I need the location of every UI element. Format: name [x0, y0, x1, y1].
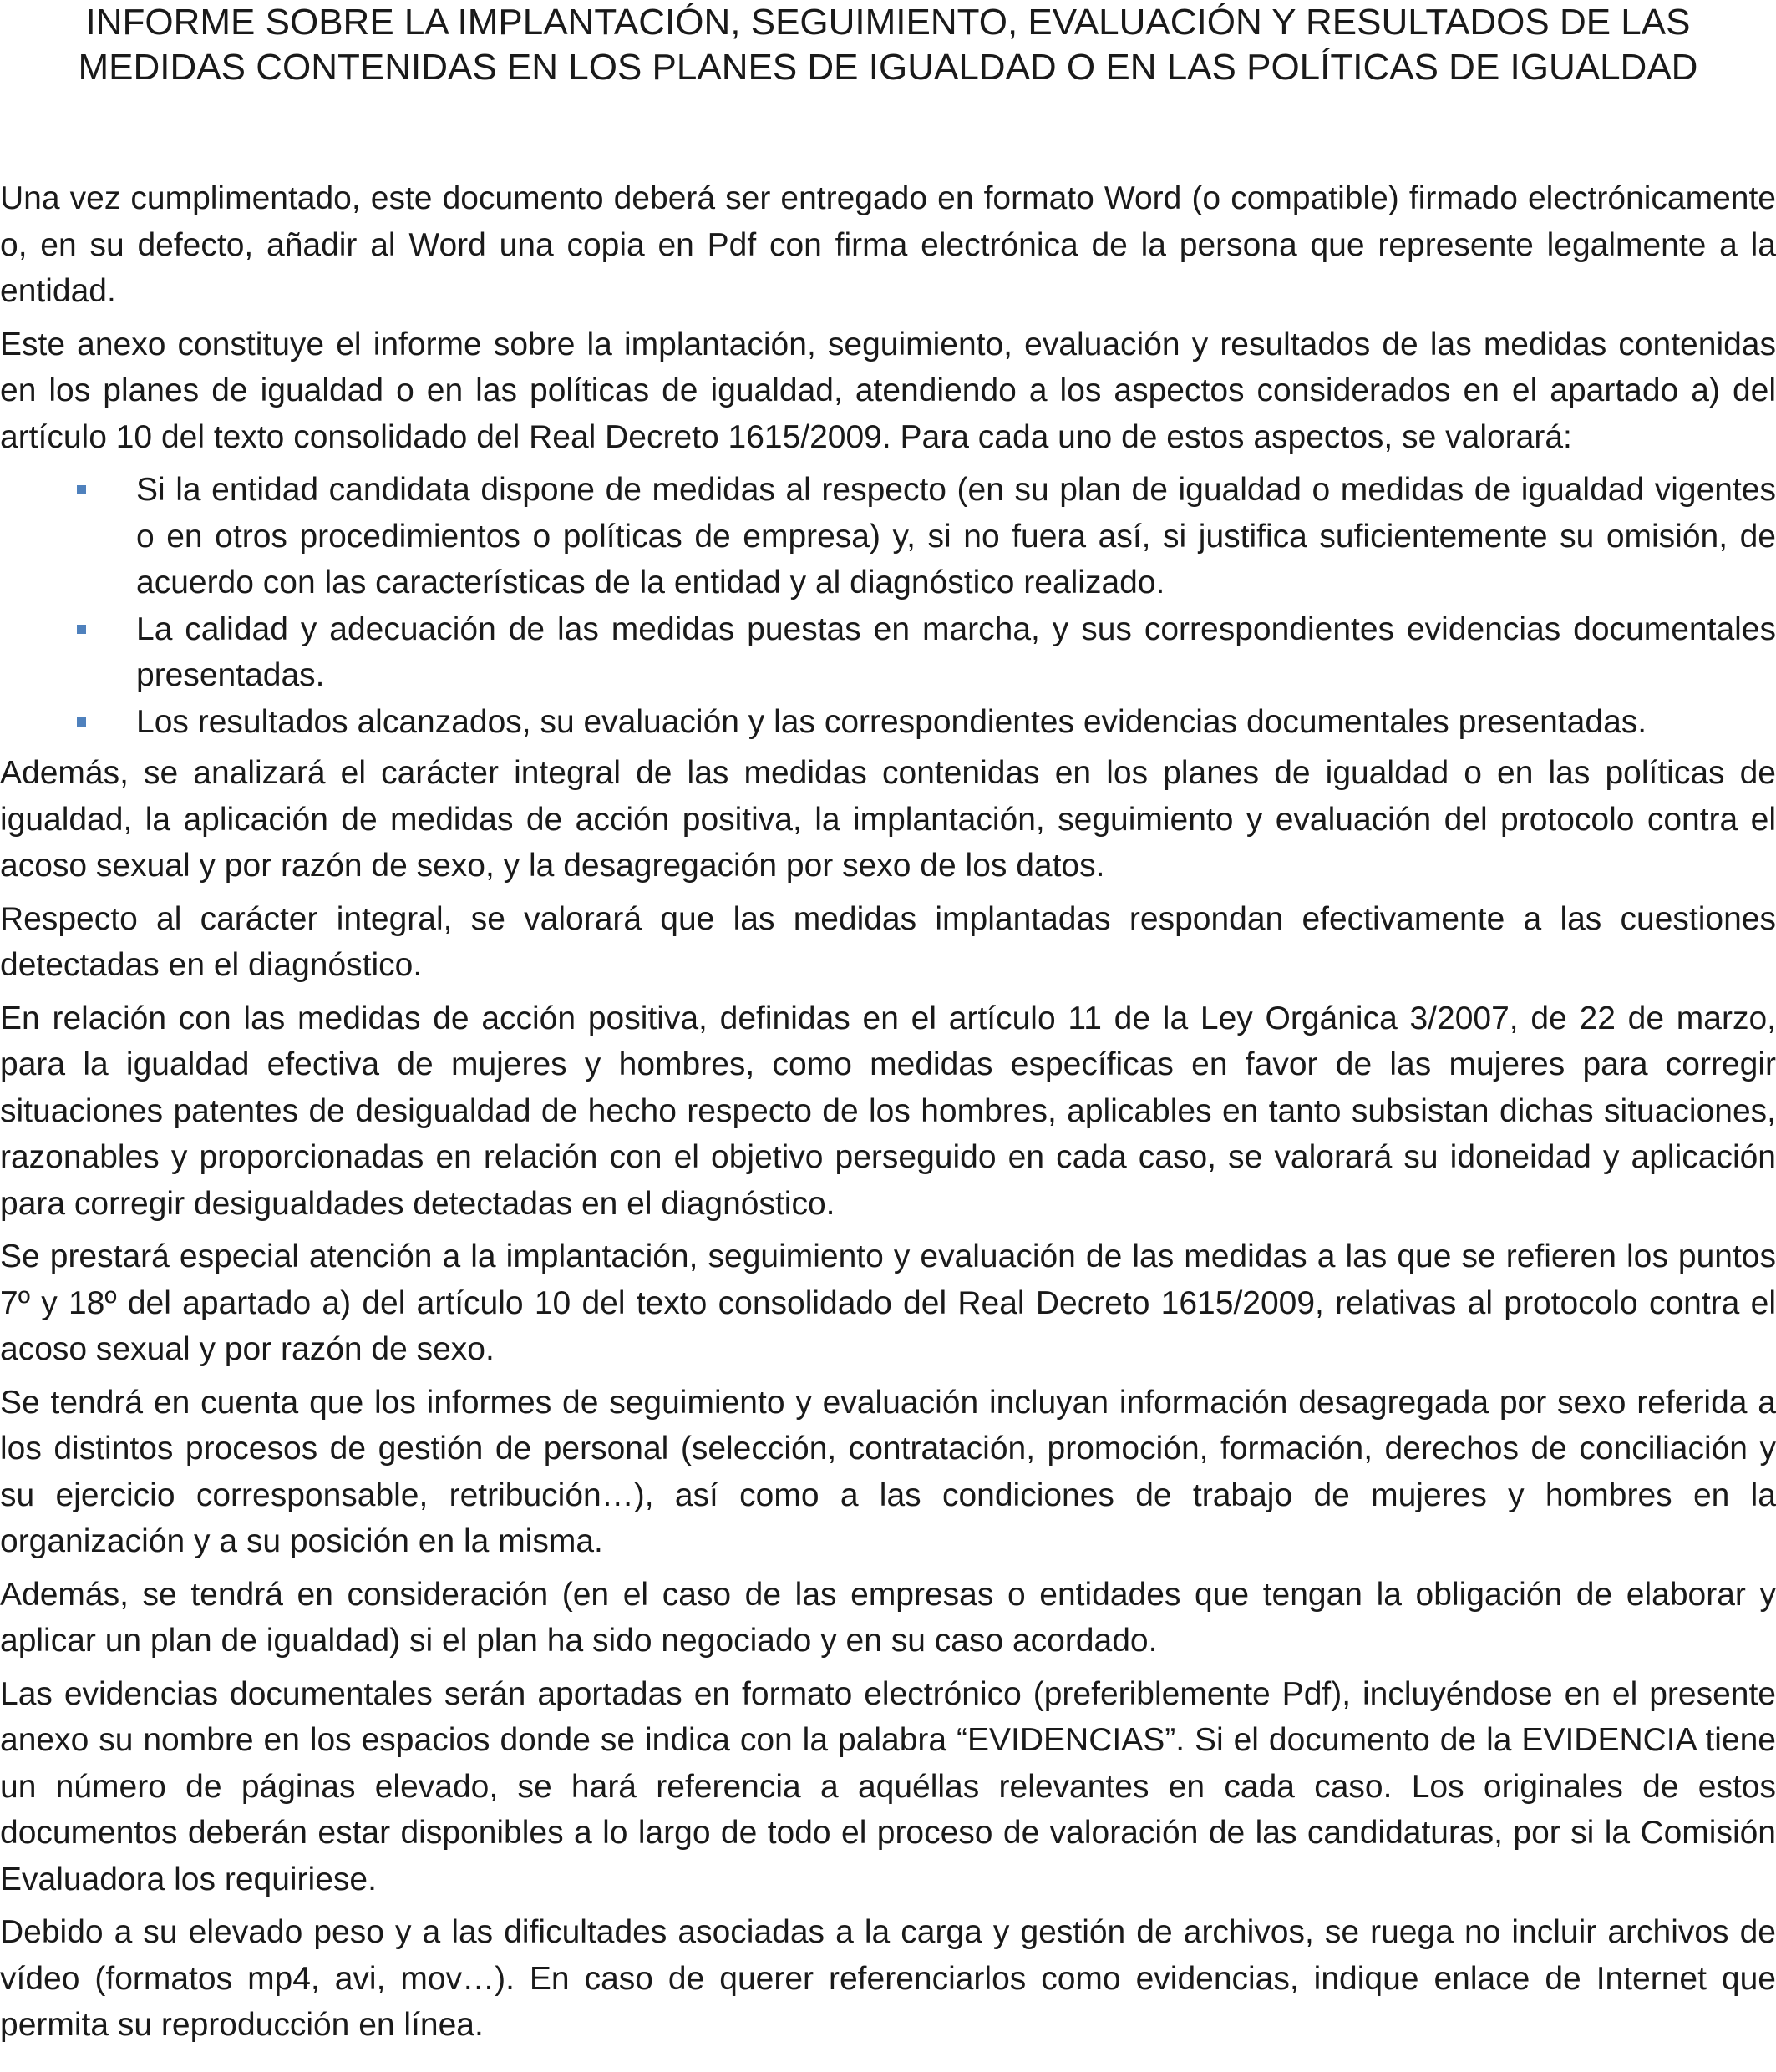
- paragraph-video-files: Debido a su elevado peso y a las dificultades asociadas a la carga y gestión de archivos, se ruega no incluir archivos de vídeo (formatos mp4, avi, mov…). En caso de querer referenciarlos como evidencias, indique enlace de Internet que permita su reproducción en línea.: [0, 1914, 1776, 2043]
- square-bullet-icon: [77, 485, 86, 494]
- paragraph-harassment-protocol: Se prestará especial atención a la implantación, seguimiento y evaluación de las medidas a las que se refieren los puntos 7º y 18º del apartado a) del artículo 10 del texto consolidado del Real Decreto 1615/2009, relativas al protocolo contra el acoso sexual y por razón de sexo.: [0, 1239, 1776, 1367]
- paragraph-positive-action: En relación con las medidas de acción positiva, definidas en el artículo 11 de la Ley Orgánica 3/2007, de 22 de marzo, para la igualdad efectiva de mujeres y hombres, como medidas específicas en favor de las mujeres para corregir situaciones patentes de desigualdad de hecho respecto de los hombres, aplicables en tanto subsistan dichas situaciones, razonables y proporcionadas en relación con el objetivo perseguido en cada caso, se valorará su idoneidad y aplicación para corregir desigualdades detectadas en el diagnóstico.: [0, 1000, 1776, 1222]
- document-title: [42, 0, 1734, 90]
- title-line-1: INFORME SOBRE LA IMPLANTACIÓN, SEGUIMIENTO, EVALUACIÓN Y RESULTADOS DE LAS: [85, 2, 1691, 43]
- list-item: [0, 467, 1776, 606]
- paragraph-integral-analysis: Además, se analizará el carácter integral de las medidas contenidas en los planes de igualdad o en las políticas de igualdad, la aplicación de medidas de acción positiva, la implantación, seguimiento y evaluación del protocolo contra el acoso sexual y por razón de sexo, y la desagregación por sexo de los datos.: [0, 755, 1776, 884]
- paragraph-delivery-instructions: Una vez cumplimentado, este documento deberá ser entregado en formato Word (o compatible) firmado electrónicamente o, en su defecto, añadir al Word una copia en Pdf con firma electrónica de la persona que represente legalmente a la entidad.: [0, 180, 1776, 309]
- paragraph-evidence-format: Las evidencias documentales serán aportadas en formato electrónico (preferiblemente Pdf), incluyéndose en el presente anexo su nombre en los espacios donde se indica con la palabra “EVIDENCIAS”. Si el documento de la EVIDENCIA tiene un número de páginas elevado, se hará referencia a aquéllas relevantes en cada caso. Los originales de estos documentos deberán estar disponibles a lo largo de todo el proceso de valoración de las candidaturas, por si la Comisión Evaluadora los requiriese.: [0, 1675, 1776, 1897]
- list-item-text: Los resultados alcanzados, su evaluación y las correspondientes evidencias documentales presentadas.: [136, 703, 1647, 740]
- square-bullet-icon: [77, 717, 86, 727]
- evaluation-criteria-list: [0, 467, 1776, 745]
- paragraph-plan-negotiation: Además, se tendrá en consideración (en el caso de las empresas o entidades que tengan la obligación de elaborar y aplicar un plan de igualdad) si el plan ha sido negociado y en su caso acordado.: [0, 1576, 1776, 1659]
- title-line-2: MEDIDAS CONTENIDAS EN LOS PLANES DE IGUALDAD O EN LAS POLÍTICAS DE IGUALDAD: [78, 47, 1698, 88]
- list-item-text: Si la entidad candidata dispone de medidas al respecto (en su plan de igualdad o medidas de igualdad vigentes o en otros procedimientos o políticas de empresa) y, si no fuera así, si justifica suficientemente su omisión, de acuerdo con las características de la entidad y al diagnóstico realizado.: [136, 472, 1776, 600]
- square-bullet-icon: [77, 625, 86, 634]
- list-item: [0, 606, 1776, 699]
- list-item: [0, 699, 1776, 746]
- list-item-text: La calidad y adecuación de las medidas puestas en marcha, y sus correspondientes evidencias documentales presentadas.: [136, 610, 1776, 693]
- paragraph-annex-description: Este anexo constituye el informe sobre la implantación, seguimiento, evaluación y resultados de las medidas contenidas en los planes de igualdad o en las políticas de igualdad, atendiendo a los aspectos considerados en el apartado a) del artículo 10 del texto consolidado del Real Decreto 1615/2009. Para cada uno de estos aspectos, se valorará:: [0, 326, 1776, 455]
- paragraph-integral-character: Respecto al carácter integral, se valorará que las medidas implantadas respondan efectivamente a las cuestiones detectadas en el diagnóstico.: [0, 900, 1776, 983]
- paragraph-disaggregated-data: Se tendrá en cuenta que los informes de seguimiento y evaluación incluyan información desagregada por sexo referida a los distintos procesos de gestión de personal (selección, contratación, promoción, formación, derechos de conciliación y su ejercicio corresponsable, retribución…), así como a las condiciones de trabajo de mujeres y hombres en la organización y a su posición en la misma.: [0, 1384, 1776, 1559]
- document-body: [0, 175, 1776, 2055]
